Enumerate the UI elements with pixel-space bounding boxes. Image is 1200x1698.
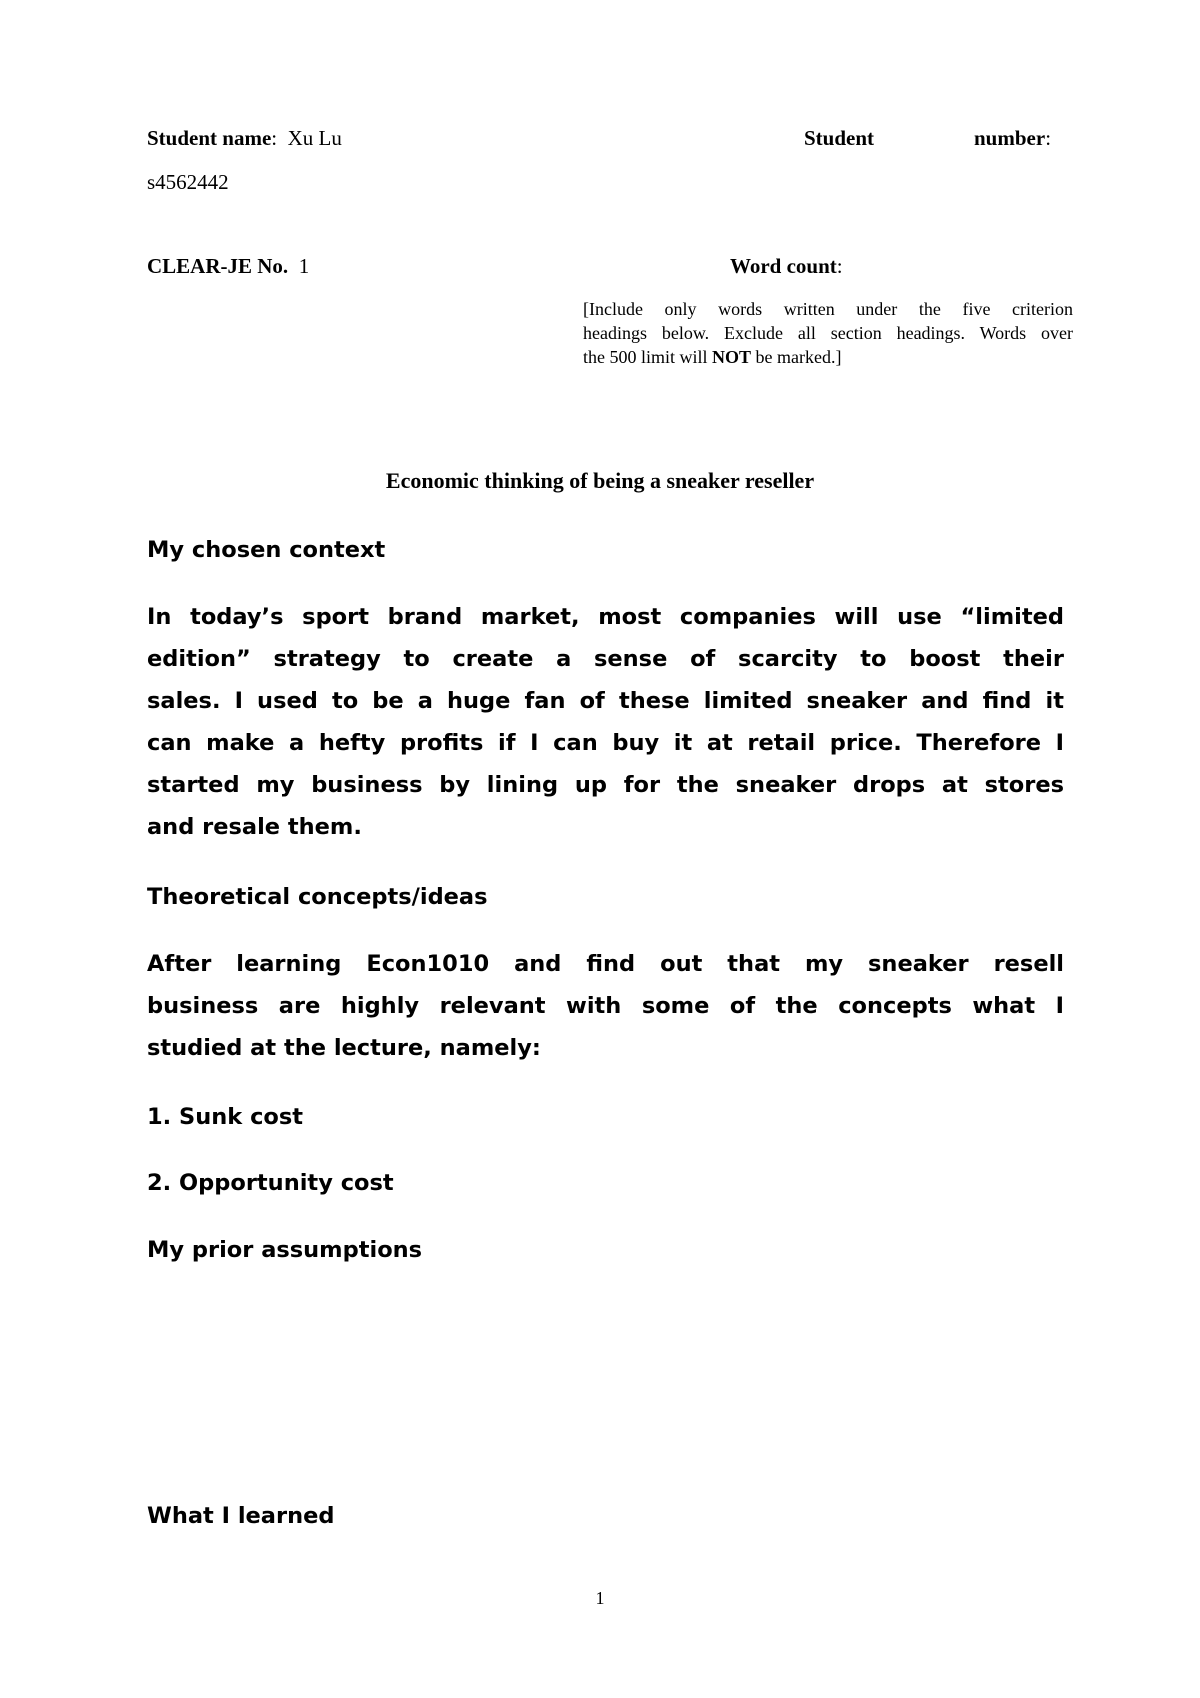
student-name-line: Student name: Xu Lu bbox=[147, 126, 342, 150]
list-item-sunk-cost: 1. Sunk cost bbox=[147, 1104, 304, 1130]
theory-heading: Theoretical concepts/ideas bbox=[147, 884, 488, 910]
paragraph-line: After learning Econ1010 and find out that my sneaker resell bbox=[147, 951, 1064, 977]
paragraph-line: started my business by lining up for the sneaker drops at stores bbox=[147, 772, 1064, 798]
student-number-label-a: Student bbox=[804, 126, 875, 150]
student-number-value: s4562442 bbox=[147, 170, 229, 194]
context-paragraph bbox=[147, 596, 1064, 848]
word-count-label: Word count bbox=[730, 254, 837, 278]
document-title: Economic thinking of being a sneaker reseller bbox=[385, 468, 815, 493]
theory-paragraph bbox=[147, 943, 1064, 1069]
student-name-value: Xu Lu bbox=[287, 126, 342, 150]
paragraph-line: sales. I used to be a huge fan of these limited sneaker and find it bbox=[147, 688, 1064, 714]
clear-je-value: 1 bbox=[298, 254, 310, 278]
student-name-label: Student name bbox=[147, 126, 272, 150]
clear-je-label: CLEAR-JE No. bbox=[147, 254, 289, 278]
paragraph-line: and resale them. bbox=[147, 814, 362, 840]
paragraph-line: can make a hefty profits if I can buy it at retail price. Therefore I bbox=[147, 730, 1064, 756]
word-count-line: Word count: bbox=[730, 254, 843, 278]
paragraph-line: studied at the lecture, namely: bbox=[147, 1035, 541, 1061]
list-item-opportunity-cost: 2. Opportunity cost bbox=[147, 1170, 394, 1196]
clear-je-line bbox=[147, 254, 309, 279]
paragraph-line: edition” strategy to create a sense of scarcity to boost their bbox=[147, 646, 1064, 672]
paragraph-line: In today’s sport brand market, most companies will use “limited bbox=[147, 604, 1064, 630]
context-heading: My chosen context bbox=[147, 537, 386, 563]
assumptions-heading: My prior assumptions bbox=[147, 1237, 423, 1263]
student-number-label-b: number: bbox=[974, 126, 1052, 150]
learned-heading: What I learned bbox=[147, 1503, 335, 1529]
word-count-note: [Include only words written under the five criterion headings below. Exclude all section headings. Words over the 500 limit will NOT be marked.] bbox=[583, 299, 1073, 367]
paragraph-line: business are highly relevant with some of the concepts what I bbox=[147, 993, 1064, 1019]
page-number: 1 bbox=[595, 1588, 605, 1608]
